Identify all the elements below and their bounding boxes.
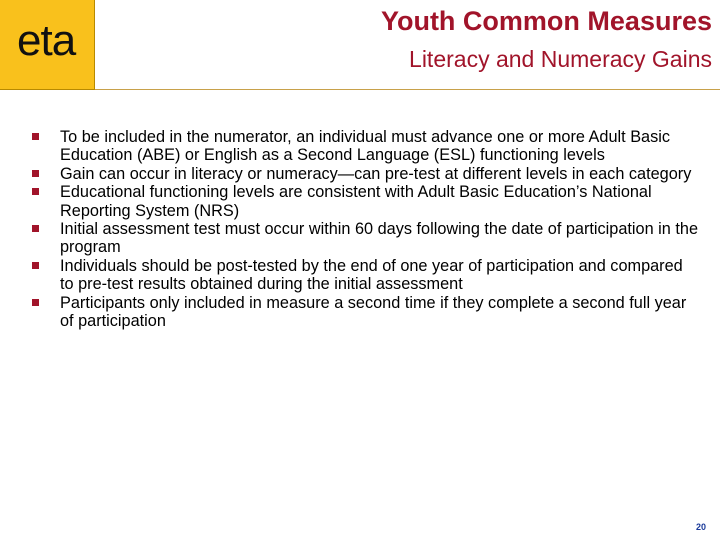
header-divider <box>95 89 720 90</box>
square-bullet-icon <box>32 188 39 195</box>
bullet-text: Gain can occur in literacy or numeracy—can pre-test at different levels in each category <box>60 164 692 183</box>
square-bullet-icon <box>32 299 39 306</box>
slide-subtitle: Literacy and Numeracy Gains <box>409 46 712 72</box>
bullet-item <box>32 220 700 257</box>
bullet-text: To be included in the numerator, an individual must advance one or more Adult Basic Education (ABE) or English as a Second Language (ESL) functioning levels <box>60 128 671 165</box>
eta-logo: eta <box>17 16 76 65</box>
square-bullet-icon <box>32 225 39 232</box>
bullet-item <box>32 294 700 331</box>
square-bullet-icon <box>32 133 39 140</box>
page-number: 20 <box>695 522 706 532</box>
bullet-text: Individuals should be post-tested by the end of one year of participation and compared to pre-test results obtained during the initial assessment <box>60 256 683 294</box>
bullet-text: Initial assessment test must occur within 60 days following the date of participation in the program <box>60 220 699 257</box>
bullet-text: Participants only included in measure a second time if they complete a second full year of participation <box>60 293 687 331</box>
bullet-item <box>32 183 700 220</box>
bullet-item <box>32 165 700 183</box>
bullet-item <box>32 257 700 294</box>
bullet-text: Educational functioning levels are consistent with Adult Basic Education’s National Reporting System (NRS) <box>60 183 652 220</box>
square-bullet-icon <box>32 170 39 177</box>
logo-box <box>0 0 95 90</box>
square-bullet-icon <box>32 262 39 269</box>
slide-title: Youth Common Measures <box>380 6 712 36</box>
bullet-item <box>32 128 700 165</box>
bullet-list <box>32 128 700 330</box>
